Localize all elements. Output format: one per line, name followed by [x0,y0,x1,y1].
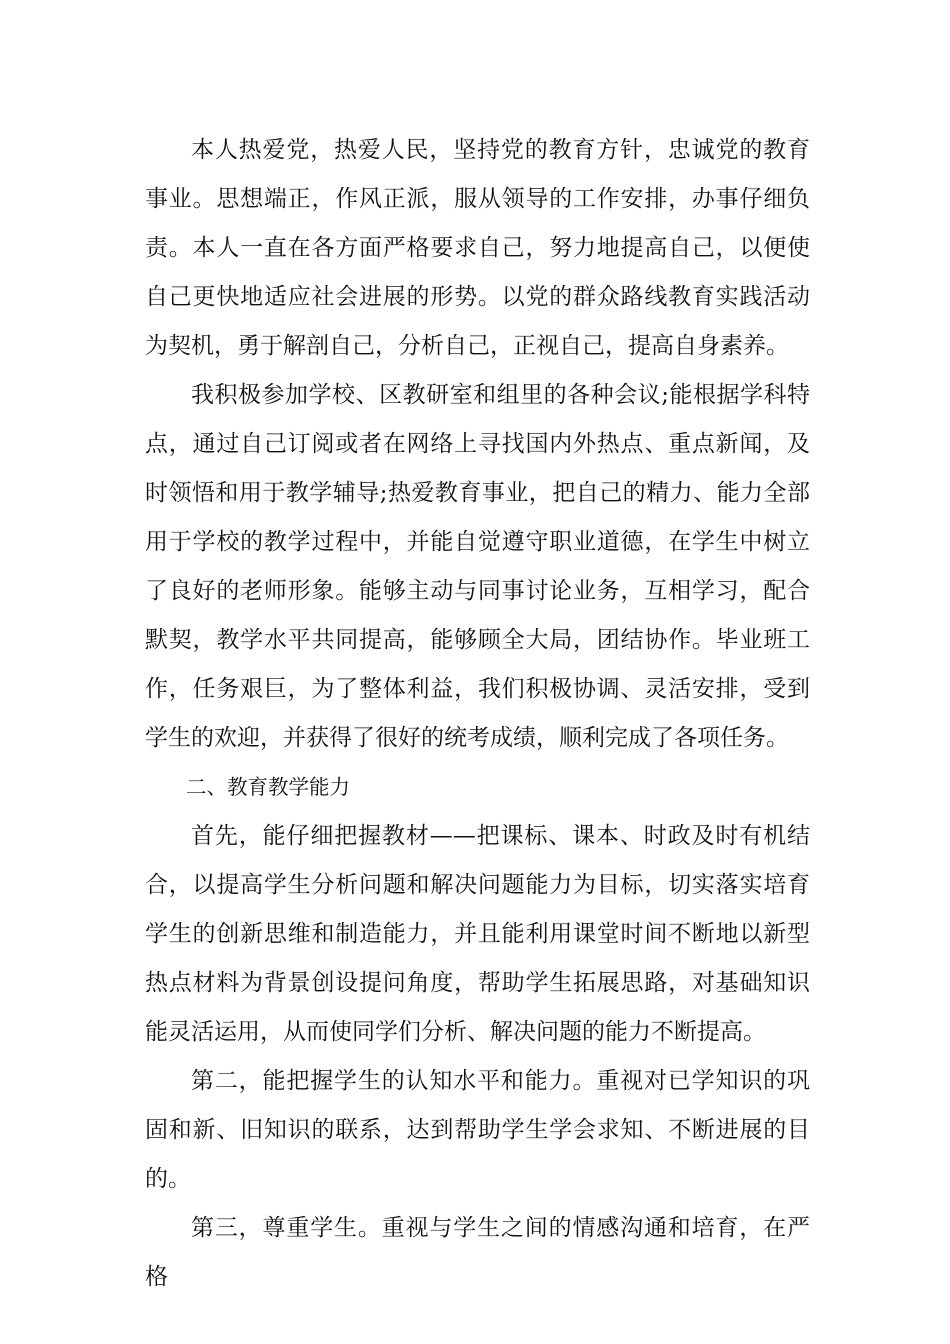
section-heading-teaching-ability: 二、教育教学能力 [186,775,350,799]
paragraph-first-teaching-materials: 首先，能仔细把握教材——把课标、课本、时政及时有机结合，以提高学生分析问题和解决问题能力为目标，切实落实培育学生的创新思维和制造能力，并且能利用课堂时间不断地以新型热点材料为背景创设提问角度，帮助学生拓展思路，对基础知识能灵活运用，从而使同学们分析、解决问题的能力不断提高。 [145,823,810,1045]
paragraph-second-student-cognition: 第二，能把握学生的认知水平和能力。重视对已学知识的巩固和新、旧知识的联系，达到帮助学生学会求知、不断进展的目的。 [145,1068,810,1192]
paragraph-third-respect-students: 第三，尊重学生。重视与学生之间的情感沟通和培育，在严格 [145,1215,810,1290]
paragraph-school-activities: 我积极参加学校、区教研室和组里的各种会议;能根据学科特点，通过自己订阅或者在网络上寻找国内外热点、重点新闻，及时领悟和用于教学辅导;热爱教育事业，把自己的精力、能力全部用于学校的教学过程中，并能自觉遵守职业道德，在学生中树立了良好的老师形象。能够主动与同事讨论业务，互相学习，配合默契，教学水平共同提高，能够顾全大局，团结协作。毕业班工作，任务艰巨，为了整体利益，我们积极协调、灵活安排，受到学生的欢迎，并获得了很好的统考成绩，顺利完成了各项任务。 [145,382,810,751]
document-body [145,126,810,1302]
paragraph-party-loyalty: 本人热爱党，热爱人民，坚持党的教育方针，忠诚党的教育事业。思想端正，作风正派，服从领导的工作安排，办事仔细负责。本人一直在各方面严格要求自己，努力地提高自己，以便使自己更快地适应社会进展的形势。以党的群众路线教育实践活动为契机，勇于解剖自己，分析自己，正视自己，提高自身素养。 [145,137,810,359]
